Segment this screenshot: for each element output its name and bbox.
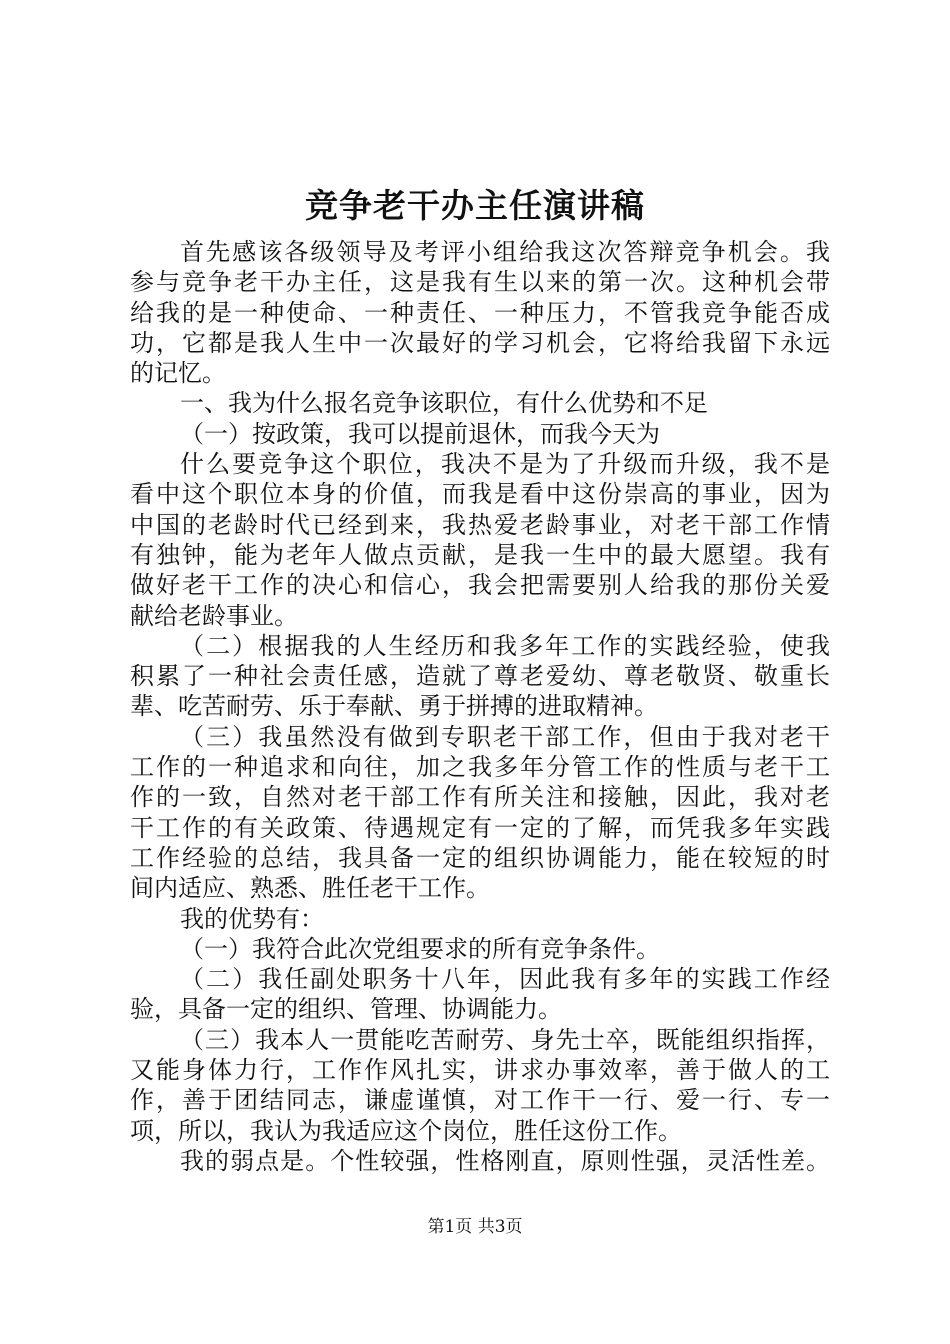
paragraph-line: 看中这个职位本身的价值，而我是看中这份崇高的事业，因为 — [130, 480, 830, 509]
paragraph-line: 首先感该各级领导及考评小组给我这次答辩竞争机会。我 — [180, 238, 830, 266]
paragraph-line: 作的一致，自然对老干部工作有所关注和接触，因此，我对老 — [130, 783, 830, 812]
paragraph-line: 又能身体力行，工作作风扎实，讲求办事效率，善于做人的工 — [130, 1056, 830, 1085]
list-item: （三）我本人一贯能吃苦耐劳、身先士卒，既能组织指挥， — [180, 1025, 830, 1054]
paragraph-line: 什么要竞争这个职位，我决不是为了升级而升级，我不是 — [180, 450, 830, 479]
section-heading: 我的优势有： — [180, 904, 324, 933]
list-item: （二）我任副处职务十八年，因此我有多年的实践工作经 — [180, 965, 830, 994]
list-item: （一）我符合此次党组要求的所有竞争条件。 — [180, 934, 660, 963]
paragraph-line: 的记忆。 — [130, 359, 226, 388]
paragraph-line: 工作经验的总结，我具备一定的组织协调能力，能在较短的时 — [130, 843, 830, 872]
section-heading: 一、我为什么报名竞争该职位，有什么优势和不足 — [180, 389, 708, 418]
paragraph-line: （二）根据我的人生经历和我多年工作的实践经验，使我 — [180, 631, 830, 660]
paragraph-line: 工作的一种追求和向往，加之我多年分管工作的性质与老干工 — [130, 753, 830, 782]
paragraph-line: 中国的老龄时代已经到来，我热爱老龄事业，对老干部工作情 — [130, 510, 830, 539]
paragraph-line: 项，所以，我认为我适应这个岗位，胜任这份工作。 — [130, 1116, 682, 1145]
paragraph-line: 做好老干工作的决心和信心，我会把需要别人给我的那份关爱 — [130, 571, 830, 600]
paragraph-line: 积累了一种社会责任感，造就了尊老爱幼、尊老敬贤、敬重长 — [130, 662, 830, 691]
paragraph-line: 干工作的有关政策、待遇规定有一定的了解，而凭我多年实践 — [130, 813, 830, 842]
paragraph-line: 参与竞争老干办主任，这是我有生以来的第一次。这种机会带 — [130, 268, 830, 297]
paragraph-line: 功，它都是我人生中一次最好的学习机会，它将给我留下永远 — [130, 328, 830, 357]
paragraph-line: 给我的是一种使命、一种责任、一种压力，不管我竞争能否成 — [130, 298, 830, 327]
paragraph-line: 辈、吃苦耐劳、乐于奉献、勇于拼搏的进取精神。 — [130, 692, 658, 721]
paragraph-line: 间内适应、熟悉、胜任老干工作。 — [130, 874, 490, 903]
document-body — [130, 237, 830, 1176]
paragraph-line: （三）我虽然没有做到专职老干部工作，但由于我对老干 — [180, 722, 830, 751]
page-footer: 第1页 共3页 — [427, 1217, 523, 1237]
paragraph-line: 献给老龄事业。 — [130, 601, 298, 630]
paragraph-line: 验，具备一定的组织、管理、协调能力。 — [130, 995, 562, 1024]
paragraph-line: 我的弱点是。个性较强，性格刚直，原则性强，灵活性差。 — [180, 1146, 830, 1175]
paragraph-line: 作，善于团结同志，谦虚谨慎，对工作干一行、爱一行、专一 — [130, 1086, 830, 1115]
paragraph-line: 有独钟，能为老年人做点贡献，是我一生中的最大愿望。我有 — [130, 540, 830, 569]
sub-heading: （一）按政策，我可以提前退休，而我今天为 — [180, 419, 660, 448]
document-title: 竞争老干办主任演讲稿 — [305, 186, 645, 225]
